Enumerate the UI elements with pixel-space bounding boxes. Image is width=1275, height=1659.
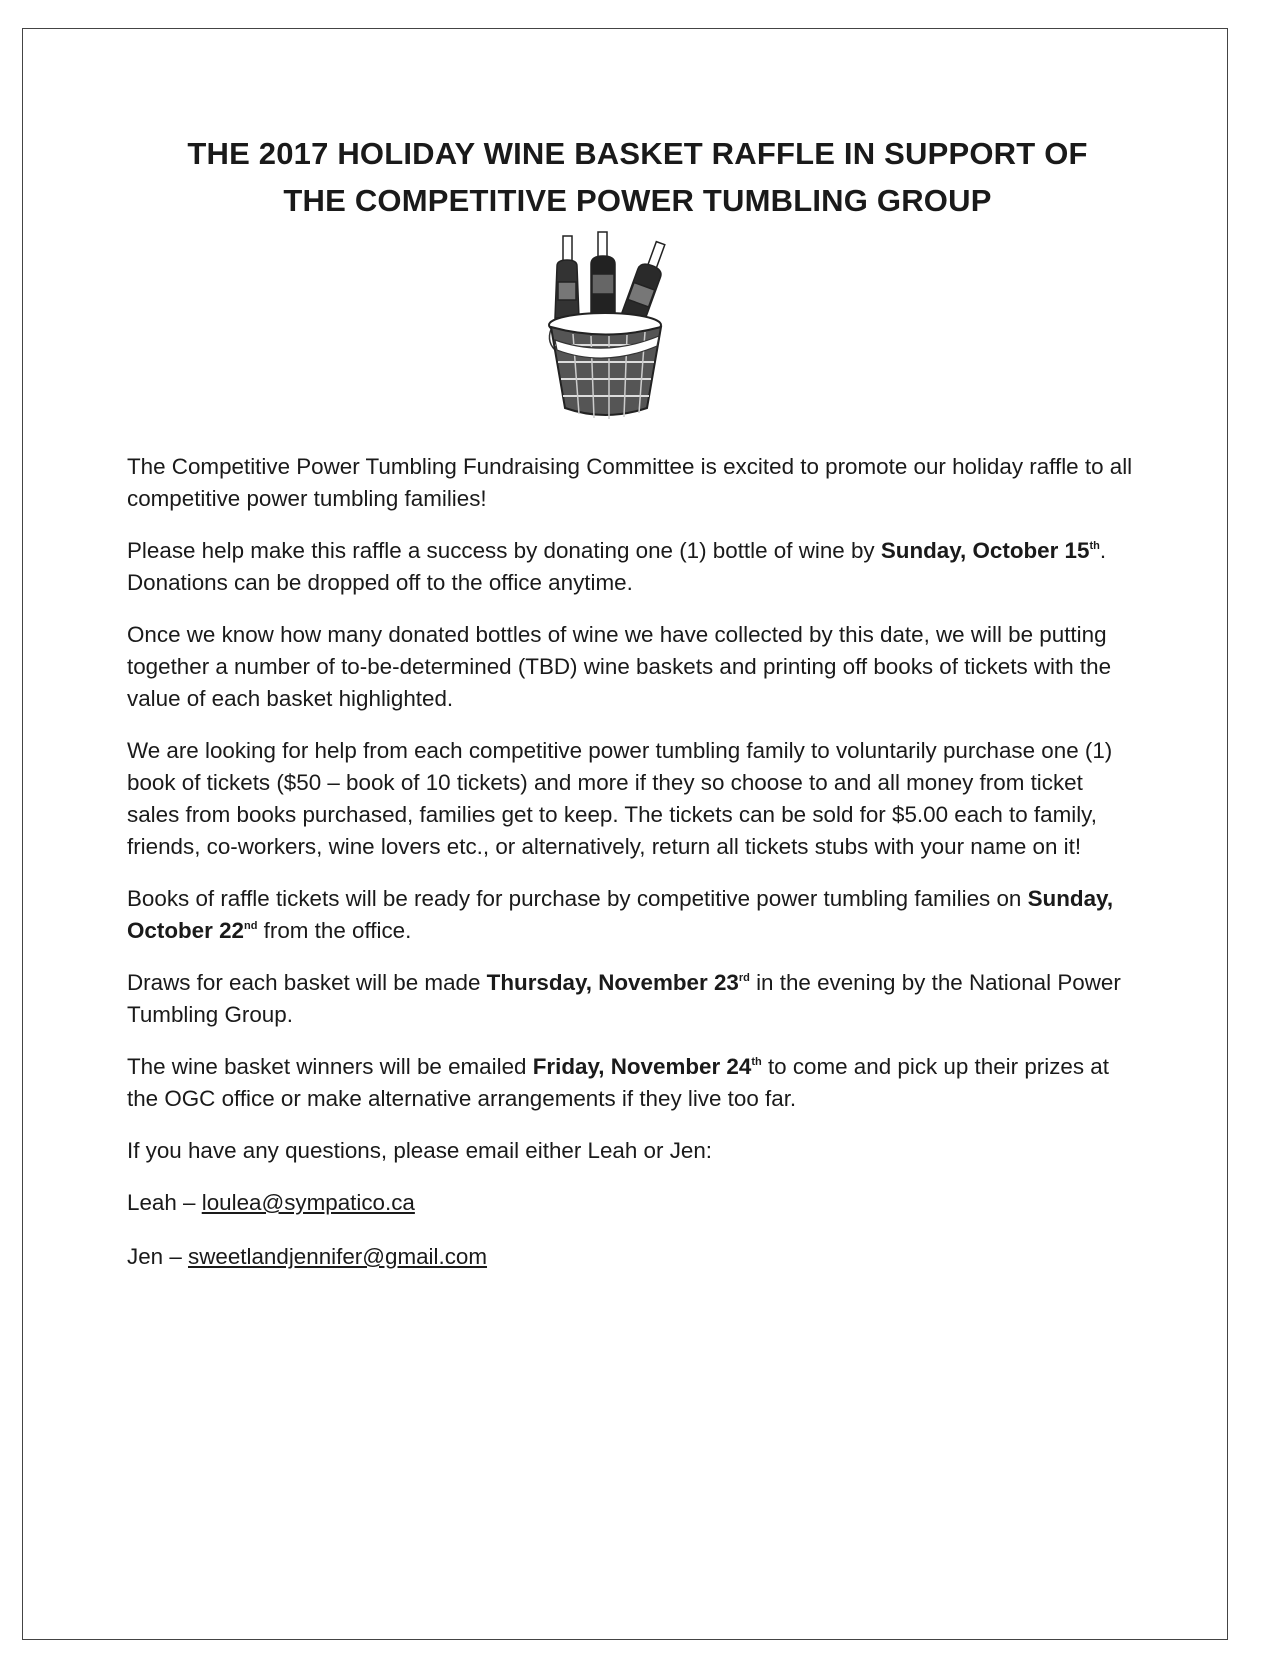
books-text-post: from the office. (257, 918, 412, 943)
contact-leah-name: Leah – (127, 1190, 202, 1215)
draws-text-post: in the evening by the National Power Tumbling Group. (127, 970, 1121, 1027)
paragraph-donate (127, 535, 1137, 599)
draws-text-pre: Draws for each basket will be made (127, 970, 487, 995)
contact-jen (127, 1241, 1137, 1273)
paragraph-books (127, 883, 1137, 947)
paragraph-intro: The Competitive Power Tumbling Fundraising Committee is excited to promote our holiday raffle to all competitive power tumbling families! (127, 454, 1133, 511)
contact-jen-email-link[interactable]: sweetlandjennifer@gmail.com (188, 1244, 488, 1269)
paragraph-baskets: Once we know how many donated bottles of wine we have collected by this date, we will be putting together a number of to-be-determined (TBD) wine baskets and printing off books of tickets with the value of each basket highlighted. (127, 622, 1112, 711)
draws-date (487, 970, 750, 995)
paragraph-winners (127, 1051, 1137, 1115)
paragraph-questions: If you have any questions, please email either Leah or Jen: (127, 1138, 713, 1163)
books-date-text: Sunday, October 22 (127, 886, 1114, 943)
page-title (60, 130, 1215, 224)
donate-date-suffix: th (1089, 540, 1100, 552)
winners-date (533, 1054, 762, 1079)
title-line-1: THE 2017 HOLIDAY WINE BASKET RAFFLE IN SUPPORT OF (187, 136, 1088, 171)
contact-leah-email-link[interactable]: loulea@sympatico.ca (201, 1190, 415, 1215)
contact-jen-name: Jen – (127, 1244, 188, 1269)
donate-date (881, 538, 1100, 563)
winners-text-post: to come and pick up their prizes at the OGC office or make alternative arrangements if they live too far. (127, 1054, 1109, 1111)
title-line-2: THE COMPETITIVE POWER TUMBLING GROUP (283, 183, 992, 218)
paragraph-purchase: We are looking for help from each competitive power tumbling family to voluntarily purchase one (1) book of tickets ($50 – book of 10 tickets) and more if they so choose to and all money from ticket sales from books purchased, families get to keep. The tickets can be sold for $5.00 each to family, friends, co-workers, wine lovers etc., or alternatively, return all tickets stubs with your name on it! (127, 738, 1113, 859)
donate-date-text: Sunday, October 15 (880, 538, 1090, 563)
document-body (127, 451, 1137, 1295)
donate-text-post: . Donations can be dropped off to the office anytime. (127, 538, 1107, 595)
winners-date-text: Friday, November 24 (532, 1054, 752, 1079)
winners-text-pre: The wine basket winners will be emailed (127, 1054, 533, 1079)
paragraph-draws (127, 967, 1137, 1031)
books-date-suffix: nd (243, 920, 258, 932)
draws-date-text: Thursday, November 23 (486, 970, 739, 995)
donate-text-pre: Please help make this raffle a success by donating one (1) bottle of wine by (127, 538, 881, 563)
wine-basket-icon (543, 230, 673, 430)
draws-date-suffix: rd (738, 972, 750, 984)
contact-leah (127, 1187, 1137, 1219)
books-text-pre: Books of raffle tickets will be ready for purchase by competitive power tumbling families on (127, 886, 1028, 911)
winners-date-suffix: th (751, 1056, 762, 1068)
